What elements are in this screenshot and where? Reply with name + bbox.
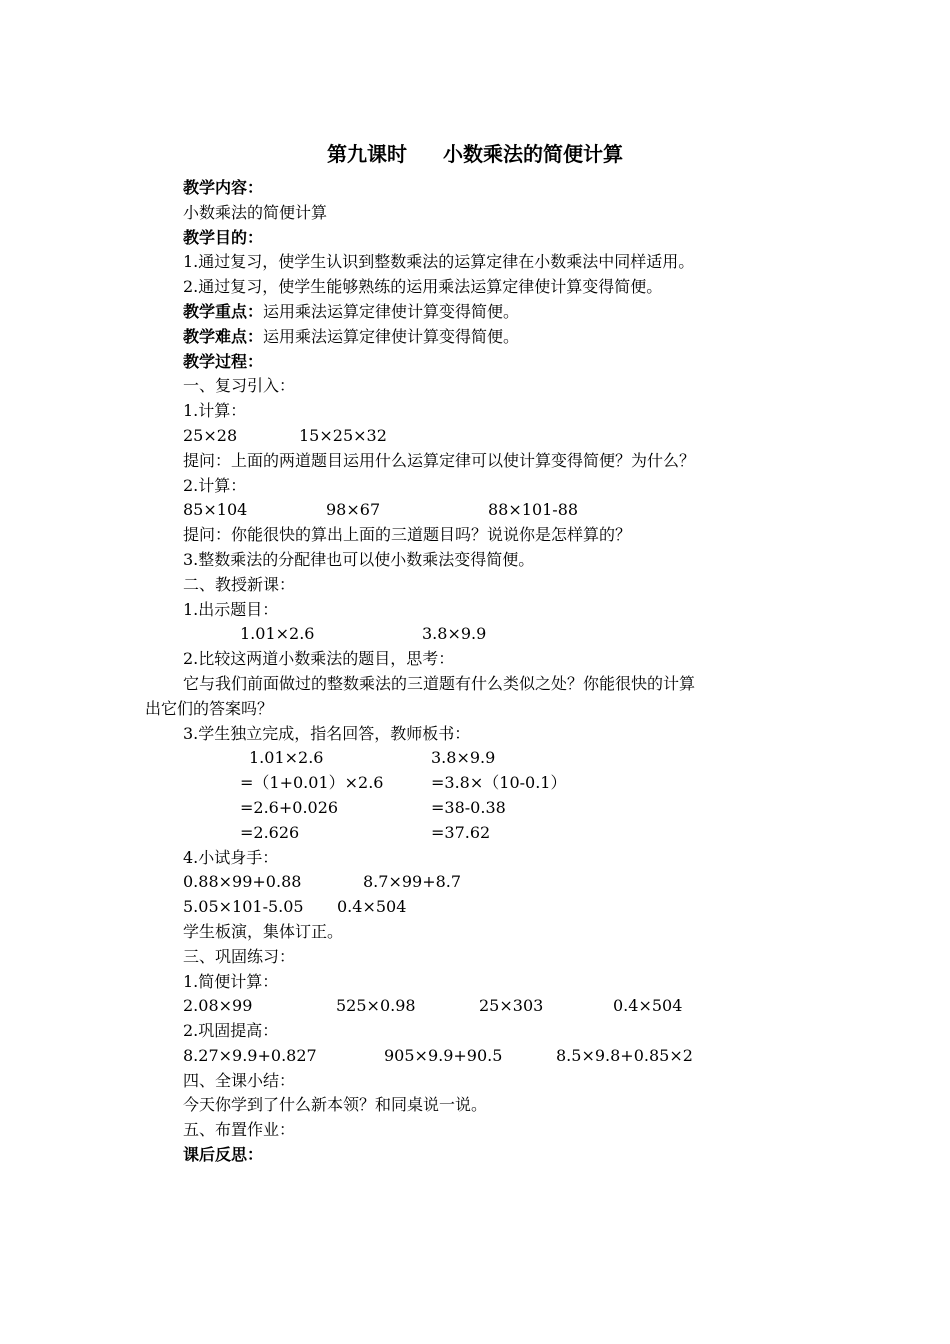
expression: 905×9.9+90.5 (384, 1045, 503, 1065)
expression-row (183, 870, 823, 895)
expression-row (183, 424, 823, 449)
paragraph-text: 出它们的答案吗？ (145, 698, 274, 718)
expression: 15×25×32 (299, 425, 387, 445)
page-title (0, 138, 950, 167)
focus-label: 教学重点： (183, 301, 264, 321)
content-text: 小数乘法的简便计算 (183, 202, 328, 222)
solution-step: 3.8×9.9 (431, 748, 496, 768)
solution-step: 1.01×2.6 (249, 748, 324, 768)
expression: 25×303 (479, 996, 544, 1016)
paragraph-line (145, 697, 823, 722)
expression: 2.08×99 (183, 996, 253, 1016)
solution-step: =3.8×（10-0.1） (431, 773, 567, 793)
section-heading: 四、全课小结： (183, 1070, 296, 1090)
exercise-label: 1.计算： (183, 401, 247, 421)
exercise-label: 2.比较这两道小数乘法的题目，思考： (183, 649, 455, 669)
exercise-label: 1.出示题目： (183, 599, 279, 619)
solution-row (183, 746, 823, 771)
expression: 0.4×504 (337, 897, 407, 917)
expression: 8.27×9.9+0.827 (183, 1045, 317, 1065)
title-lesson-topic: 小数乘法的简便计算 (443, 142, 623, 166)
exercise-label: 4.小试身手： (183, 847, 279, 867)
expression: 8.7×99+8.7 (363, 872, 462, 892)
expression: 5.05×101-5.05 (183, 897, 304, 917)
expression: 525×0.98 (336, 996, 416, 1016)
solution-step: =2.6+0.026 (240, 797, 339, 817)
exercise-label: 2.计算： (183, 475, 247, 495)
section-heading: 三、巩固练习： (183, 946, 296, 966)
expression-row (183, 622, 823, 647)
reflection-label: 课后反思： (183, 1145, 264, 1165)
expression: 88×101-88 (488, 500, 579, 520)
solution-step: =37.62 (431, 822, 491, 842)
expression-row (183, 498, 823, 523)
content-label: 教学内容： (183, 178, 264, 197)
difficulty-line (183, 325, 823, 350)
goal-item: 2.通过复习，使学生能够熟练的运用乘法运算定律使计算变得简便。 (183, 277, 663, 297)
solution-row (183, 821, 823, 846)
expression-row (183, 1044, 823, 1069)
process-label: 教学过程： (183, 351, 264, 371)
goal-label: 教学目的： (183, 227, 264, 247)
exercise-label: 2.巩固提高： (183, 1021, 279, 1041)
expression: 98×67 (326, 500, 381, 520)
paragraph-line (183, 672, 823, 697)
expression-row (183, 895, 823, 920)
expression: 0.88×99+0.88 (183, 872, 302, 892)
section-heading: 五、布置作业： (183, 1120, 296, 1140)
lesson-plan-body (145, 176, 823, 1168)
solution-step: =2.626 (240, 822, 300, 842)
question-text: 提问：上面的两道题目运用什么运算定律可以使计算变得简便？为什么？ (183, 450, 696, 470)
exercise-label: 3.学生独立完成，指名回答，教师板书： (183, 723, 471, 743)
expression: 8.5×9.8+0.85×2 (556, 1045, 693, 1065)
paragraph-text: 它与我们前面做过的整数乘法的三道题有什么类似之处？你能很快的计算 (183, 673, 696, 693)
solution-row (183, 796, 823, 821)
expression: 85×104 (183, 500, 248, 520)
difficulty-label: 教学难点： (183, 326, 264, 346)
focus-line (183, 300, 823, 325)
goal-item: 1.通过复习，使学生认识到整数乘法的运算定律在小数乘法中同样适用。 (183, 252, 695, 272)
exercise-label: 1.简便计算： (183, 971, 279, 991)
expression: 0.4×504 (613, 996, 683, 1016)
solution-row (183, 771, 823, 796)
section-heading: 二、教授新课： (183, 574, 296, 594)
title-lesson-number: 第九课时 (327, 142, 407, 166)
difficulty-text: 运用乘法运算定律使计算变得简便。 (263, 326, 520, 346)
focus-text: 运用乘法运算定律使计算变得简便。 (263, 301, 520, 321)
solution-step: =38-0.38 (431, 797, 506, 817)
section-heading: 一、复习引入： (183, 376, 296, 396)
expression: 1.01×2.6 (240, 624, 315, 644)
expression-row (183, 994, 823, 1019)
note-text: 学生板演，集体订正。 (183, 921, 344, 941)
expression: 25×28 (183, 425, 238, 445)
solution-step: =（1+0.01）×2.6 (240, 773, 384, 793)
summary-text: 今天你学到了什么新本领？和同桌说一说。 (183, 1095, 488, 1115)
question-text: 提问：你能很快的算出上面的三道题目吗？说说你是怎样算的？ (183, 525, 632, 545)
note-text: 3.整数乘法的分配律也可以使小数乘法变得简便。 (183, 549, 535, 569)
expression: 3.8×9.9 (422, 624, 487, 644)
